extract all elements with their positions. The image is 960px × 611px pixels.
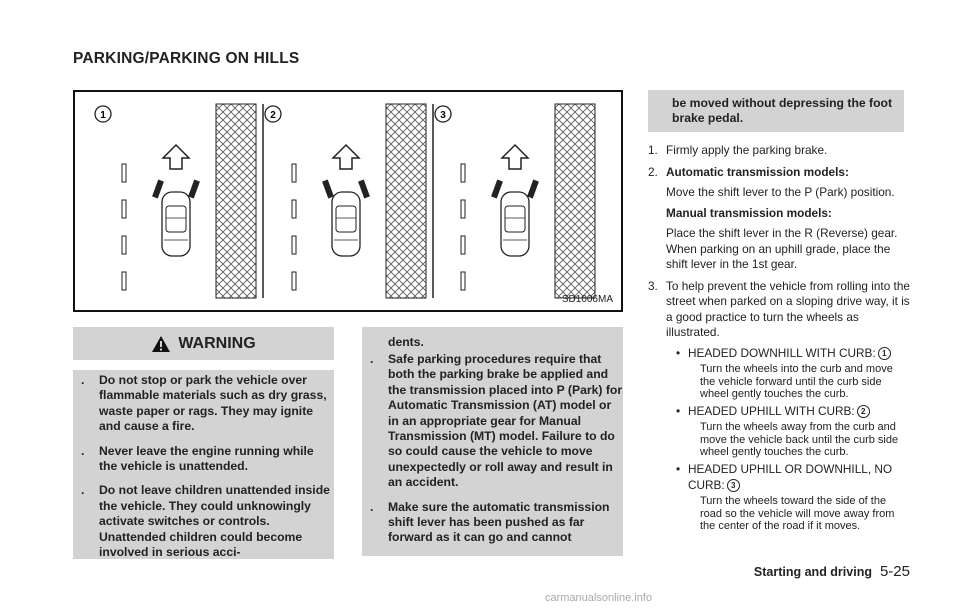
circled-number: 3	[727, 479, 740, 492]
bullet-heading: HEADED UPHILL WITH CURB:	[688, 403, 855, 418]
panel-number: 1	[100, 110, 106, 121]
step-2: 2. Automatic transmission models: Move the shift lever to the P (Park) position. Manual transmission models: Place the shift lever in the R (Reverse) gear. When parking on an uphill grade, place the shift lever in the 1st gear.	[648, 165, 910, 273]
parking-illustration	[73, 90, 623, 312]
warning-continuation: be moved without depressing the foot brake pedal.	[672, 96, 893, 126]
step-3: 3. To help prevent the vehicle from rolling into the street when parked on a sloping drive way, it is a good practice to turn the wheels as illustrated. • HEADED DOWNHILL WITH CURB: 1 Turn the wheels into the curb and move the vehicle forward until the curb side wheel gently touches the curb. • HEADED UPHILL WITH CURB: 2 Turn the wheels away from the curb and move the vehicle back until the curb side wheel gently touches the curb. • HEADED UPHILL OR DOWNHILL, NO CURB: 3 Turn the wheels toward the side of the road so the vehicle will move away from the center of the road if it moves.	[648, 279, 910, 533]
step-subheading: Automatic transmission models:	[666, 164, 849, 179]
page-footer	[754, 563, 910, 580]
bullet-heading: HEADED UPHILL OR DOWNHILL, NO CURB:	[688, 462, 893, 492]
bullet-item	[666, 346, 910, 401]
bullet-item	[666, 404, 910, 459]
footer-section: Starting and driving	[753, 565, 872, 579]
warning-label: WARNING	[178, 334, 256, 352]
page-title: PARKING/PARKING ON HILLS	[73, 50, 300, 67]
step-1: 1. Firmly apply the parking brake.	[648, 143, 910, 159]
warning-item: . Do not stop or park the vehicle over flammable materials such as dry grass, waste paper or rags. They may ignite and cause a fire.	[73, 373, 334, 435]
panel-number: 3	[440, 110, 446, 121]
warning-continuation: dents.	[388, 335, 424, 349]
panel-1	[95, 104, 256, 298]
figure-code: SD1006MA	[561, 294, 613, 305]
warning-list-2	[362, 352, 623, 555]
page-number: 5-25	[879, 563, 910, 580]
step-text: Place the shift lever in the R (Reverse) gear. When parking on an uphill grade, place the shift lever in the 1st gear.	[666, 226, 898, 271]
procedure-steps	[648, 143, 910, 539]
bullet-heading: HEADED DOWNHILL WITH CURB:	[688, 345, 876, 360]
bullet-text: Turn the wheels into the curb and move the vehicle forward until the curb side wheel gently touches the curb.	[700, 363, 893, 401]
warning-item: . Make sure the automatic transmission shift lever has been pushed as far forward as it can go and cannot	[362, 500, 623, 546]
warning-item: . Never leave the engine running while the vehicle is unattended.	[73, 444, 334, 475]
step-text: Move the shift lever to the P (Park) position.	[666, 185, 895, 199]
warning-icon	[151, 335, 171, 353]
step-text: Firmly apply the parking brake.	[666, 143, 828, 157]
bullet-item	[666, 462, 910, 533]
parking-diagram	[75, 92, 621, 310]
panel-number: 2	[270, 110, 276, 121]
warning-continued-2	[648, 90, 904, 132]
circled-number: 2	[857, 405, 870, 418]
bullet-text: Turn the wheels away from the curb and move the vehicle back until the curb side wheel gently touches the curb.	[700, 421, 899, 459]
panel-3	[435, 104, 595, 298]
warning-header	[73, 327, 334, 360]
warning-item: . Do not leave children unattended inside the vehicle. They could unknowingly activate switches or controls. Unattended children could become involved in serious acci-	[73, 483, 334, 560]
watermark: carmanualsonline.info	[545, 592, 653, 604]
circled-number: 1	[878, 347, 891, 360]
warning-item: . Safe parking procedures require that both the parking brake be applied and the transmission placed into P (Park) for Automatic Transmission (AT) model or in an appropriate gear for Manual Transmission (MT) model. Failure to do so could cause the vehicle to move unexpectedly or roll away and result in an accident.	[362, 352, 623, 491]
panel-2	[265, 104, 426, 298]
warning-list	[73, 370, 334, 559]
step-text: To help prevent the vehicle from rolling into the street when parked on a sloping drive way, it is a good practice to turn the wheels as illustrated.	[666, 278, 910, 339]
step-subheading: Manual transmission models:	[666, 205, 832, 220]
bullet-text: Turn the wheels toward the side of the road so the vehicle will move away from the center of the road if it moves.	[700, 495, 895, 533]
